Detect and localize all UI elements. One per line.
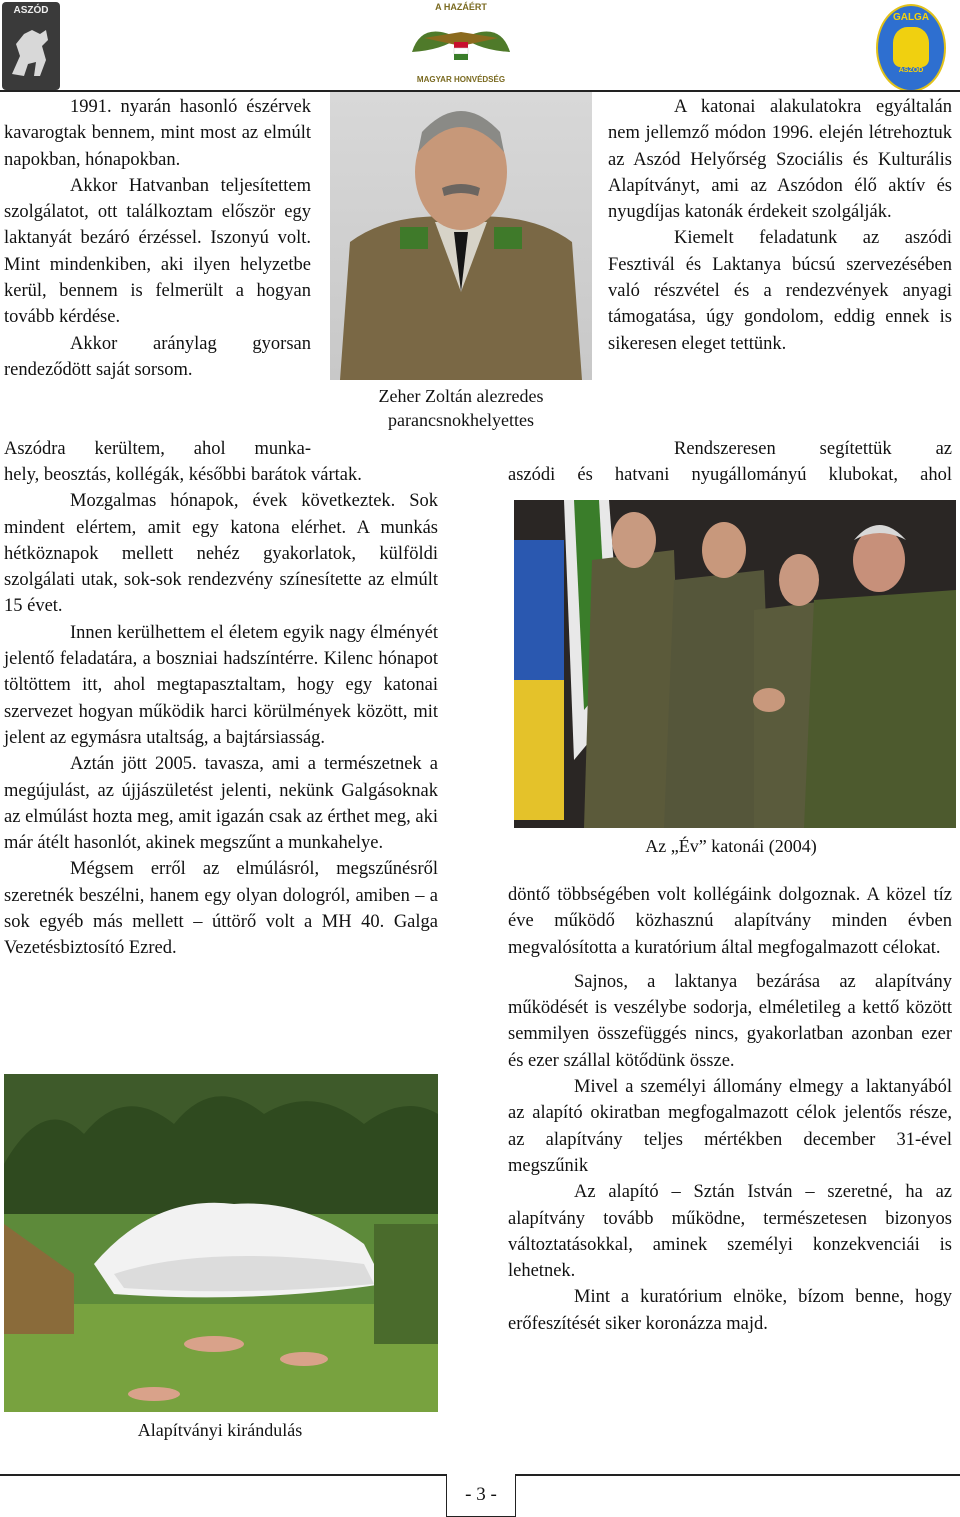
- soldiers-caption: Az „Év” katonái (2004): [645, 836, 817, 856]
- paragraph: Akkor Hatvanban teljesítettem szolgálatot, ott találkoztam először egy laktanyát bezáró érzéssel. Iszonyú volt. Mint mindenkiben, aki ilyen helyzetbe kerül, bennem is felmerült a hogyan tovább kérdése.: [4, 175, 311, 328]
- paragraph: Mivel a személyi állomány elmegy a laktanyából az alapító okiratban megfogalmazott célok jelentős része, az alapítvány teljes mértékben december 31-ével megszűnik: [508, 1077, 952, 1176]
- excursion-caption: Alapítványi kirándulás: [137, 1420, 303, 1440]
- paragraph: Innen kerülhettem el életem egyik nagy élményét jelentő feladatára, a boszniai hadszíntérre. Kilenc hónapot töltöttem itt, ahol megtapasztaltam, hogy egy katonai szervezet hogyan működik harci körülmények között, mit jelent az egymásra utaltság, a bajtársiasság.: [4, 622, 438, 748]
- paragraph: Sajnos, a laktanya bezárása az alapítvány működését is veszélybe sodorja, elméletileg a kettő között semmilyen összefüggés nincs, gyakorlatban azonban ezer és ezer szállal kötődünk össze.: [508, 971, 952, 1071]
- left-top-text: [4, 94, 311, 383]
- paragraph: Kiemelt feladatunk az aszódi Fesztivál és Laktanya búcsú szervezésében való részvétel és a rendezvények anyagi támogatása, úgy gondolom, eddig ennek is sikeresen eleget tettünk.: [608, 228, 952, 354]
- portrait-photo: [330, 92, 592, 380]
- left-cont-line: Aszódra kerültem, ahol munka-: [4, 439, 311, 459]
- paragraph: Az alapító – Sztán István – szeretné, ha az alapítvány tovább működne, természetesen bizonyos változtatásokkal, aminek személyi konzekvenciái is lehetnek.: [508, 1182, 952, 1282]
- portrait-caption: [330, 384, 592, 432]
- paragraph: Akkor aránylag gyorsan rendeződött saját sorsom.: [4, 333, 311, 380]
- horse-icon: [2, 16, 60, 86]
- portrait-caption-name: Zeher Zoltán alezredes: [378, 386, 544, 406]
- paragraph: hely, beosztás, kollégák, későbbi barátok vártak.: [4, 465, 362, 485]
- page-number: - 3 -: [465, 1484, 497, 1505]
- wide-line-1: Rendszeresen segítettük az: [674, 439, 952, 459]
- paragraph: döntő többségében volt kollégáink dolgoznak. A közel tíz éve működő közhasznú alapítvány minden évben megvalósította a kuratórium által megfogalmazott célokat.: [508, 885, 952, 958]
- portrait-caption-rank: parancsnokhelyettes: [388, 410, 534, 430]
- paragraph: Mint a kuratórium elnöke, bízom benne, hogy erőfeszítését siker koronázza majd.: [508, 1287, 952, 1334]
- wide-line-2: aszódi és hatvani nyugállományú klubokat, ahol: [508, 465, 952, 486]
- right-top-text: [608, 94, 952, 357]
- galga-logo: [876, 4, 946, 92]
- right-bottom-text: [508, 882, 952, 1337]
- left-main-text: [4, 462, 438, 962]
- paragraph: Aztán jött 2005. tavasza, ami a természetnek a megújulást, az újjászületést jelenti, nekünk Galgásoknak az elmúlást hozta meg, amit igazán csak az érthet meg, aki már átélt hasonlót, akinek megszűnt a munkahelye.: [4, 754, 438, 854]
- aszod-logo: [2, 2, 60, 90]
- paragraph: 1991. nyarán hasonló észérvek kavarogtak bennem, mint most az elmúlt napokban, hónapokban.: [4, 97, 311, 170]
- page-number-box: [446, 1474, 516, 1517]
- paragraph: Mozgalmas hónapok, évek következtek. Sok mindent elértem, amit egy katona elérhet. A munkás hétköznapok mellett nehéz gyakorlatok, külföldi szolgálati utak, sok-sok rendezvény színesítette az elmúlt 15 évet.: [4, 491, 438, 617]
- honvedseg-name: MAGYAR HONVÉDSÉG: [416, 75, 506, 84]
- eagle-wreath-icon: [402, 12, 520, 74]
- aszod-logo-text: ASZÓD: [13, 5, 49, 16]
- galga-logo-bottom: ASZÓD: [898, 67, 924, 74]
- honvedseg-motto: A HAZÁÉRT: [435, 2, 487, 12]
- honvedseg-logo: [402, 2, 520, 90]
- soldiers-photo: [514, 500, 956, 828]
- galga-horse-icon: [893, 27, 929, 67]
- paragraph: Mégsem erről az elmúlásról, megszűnésről szeretnék beszélni, hanem egy olyan dologról, amiben – a sok egyéb más mellett – úttörő volt a MH 40. Galga Vezetésbiztosító Ezred.: [4, 859, 438, 959]
- right-wide-lines: [508, 436, 952, 489]
- excursion-photo: [4, 1074, 438, 1412]
- galga-logo-text: GALGA: [892, 12, 930, 23]
- paragraph: A katonai alakulatokra egyáltalán nem jellemző módon 1996. elején létrehoztuk az Aszód Helyőrség Szociális és Kulturális Alapítványt, ami az Aszódon élő aktív és nyugdíjas katonák érdekeit szolgálják.: [608, 97, 952, 223]
